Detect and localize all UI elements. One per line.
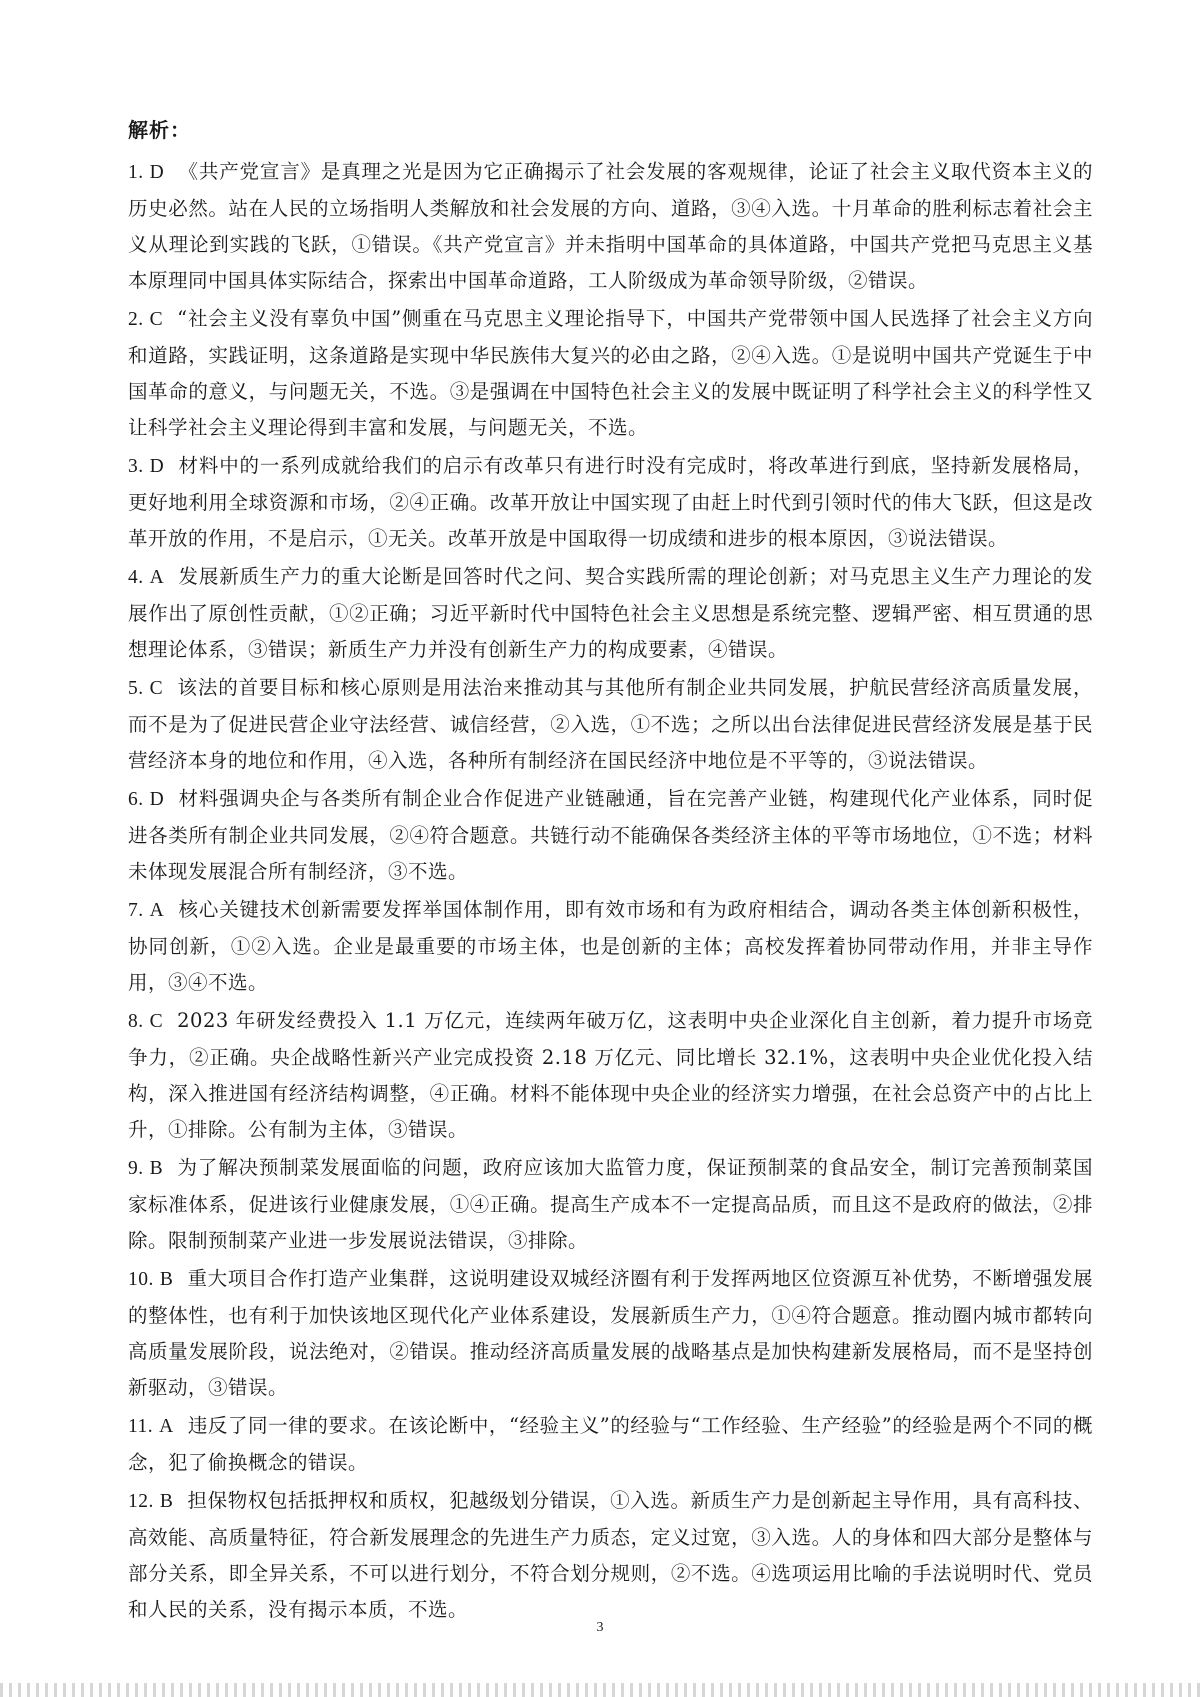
- item-text: 违反了同一律的要求。在该论断中，“经验主义”的经验与“工作经验、生产经验”的经验是两个不同的概念，犯了偷换概念的错误。: [128, 1414, 1093, 1474]
- explanation-item-4: [128, 559, 1093, 668]
- item-answer: D: [149, 162, 165, 183]
- item-text: 该法的首要目标和核心原则是用法治来推动其与其他所有制企业共同发展，护航民营经济高质量发展，而不是为了促进民营企业守法经营、诚信经营，②入选，①不选；之所以出台法律促进民营经济发展是基于民营经济本身的地位和作用，④入选，各种所有制经济在国民经济中地位是不平等的，③说法错误。: [128, 676, 1093, 772]
- item-answer: D: [149, 456, 165, 477]
- explanation-item-11: [128, 1408, 1093, 1481]
- item-answer: B: [149, 1158, 164, 1179]
- item-text: 材料强调央企与各类所有制企业合作促进产业链融通，旨在完善产业链，构建现代化产业体系，同时促进各类所有制企业共同发展，②④符合题意。共链行动不能确保各类经济主体的平等市场地位，①不选；材料未体现发展混合所有制经济，③不选。: [128, 787, 1093, 883]
- item-number: 12.: [128, 1491, 154, 1512]
- item-text: 为了解决预制菜发展面临的问题，政府应该加大监管力度，保证预制菜的食品安全，制订完善预制菜国家标准体系，促进该行业健康发展，①④正确。提高生产成本不一定提高品质，而且这不是政府的做法，②排除。限制预制菜产业进一步发展说法错误，③排除。: [128, 1156, 1093, 1252]
- explanation-item-10: [128, 1261, 1093, 1406]
- item-answer: C: [149, 309, 164, 330]
- item-text: 发展新质生产力的重大论断是回答时代之问、契合实践所需的理论创新；对马克思主义生产力理论的发展作出了原创性贡献，①②正确；习近平新时代中国特色社会主义思想是系统完整、逻辑严密、相互贯通的思想理论体系，③错误；新质生产力并没有创新生产力的构成要素，④错误。: [128, 565, 1093, 661]
- item-number: 10.: [128, 1269, 154, 1290]
- explanation-item-12: [128, 1483, 1093, 1628]
- item-number: 9.: [128, 1158, 144, 1179]
- explanation-item-9: [128, 1150, 1093, 1259]
- item-text: 重大项目合作打造产业集群，这说明建设双城经济圈有利于发挥两地区位资源互补优势，不断增强发展的整体性，也有利于加快该地区现代化产业体系建设，发展新质生产力，①④符合题意。推动圈内城市都转向高质量发展阶段，说法绝对，②错误。推动经济高质量发展的战略基点是加快构建新发展格局，而不是坚持创新驱动，③错误。: [128, 1267, 1093, 1399]
- page-number: 3: [596, 1620, 604, 1635]
- explanation-item-7: [128, 892, 1093, 1001]
- item-answer: A: [149, 900, 165, 921]
- item-number: 8.: [128, 1011, 144, 1032]
- item-number: 5.: [128, 678, 144, 699]
- scan-edge-divider: [0, 1683, 1200, 1697]
- section-heading: 解析：: [128, 118, 191, 142]
- item-text: 核心关键技术创新需要发挥举国体制作用，即有效市场和有为政府相结合，调动各类主体创新积极性，协同创新，①②入选。企业是最重要的市场主体，也是创新的主体；高校发挥着协同带动作用，并非主导作用，③④不选。: [128, 898, 1093, 994]
- item-number: 11.: [128, 1416, 154, 1437]
- item-number: 2.: [128, 309, 144, 330]
- explanation-item-2: [128, 301, 1093, 446]
- item-answer: C: [149, 1011, 164, 1032]
- item-text: 担保物权包括抵押权和质权，犯越级划分错误，①入选。新质生产力是创新起主导作用，具有高科技、高效能、高质量特征，符合新发展理念的先进生产力质态，定义过宽，③入选。人的身体和四大部分是整体与部分关系，即全异关系，不可以进行划分，不符合划分规则，②不选。④选项运用比喻的手法说明时代、党员和人民的关系，没有揭示本质，不选。: [128, 1489, 1093, 1621]
- item-text: “社会主义没有辜负中国”侧重在马克思主义理论指导下，中国共产党带领中国人民选择了社会主义方向和道路，实践证明，这条道路是实现中华民族伟大复兴的必由之路，②④入选。①是说明中国共产党诞生于中国革命的意义，与问题无关，不选。③是强调在中国特色社会主义的发展中既证明了科学社会主义的科学性又让科学社会主义理论得到丰富和发展，与问题无关，不选。: [128, 307, 1093, 439]
- item-answer: A: [159, 1416, 174, 1437]
- explanation-item-5: [128, 670, 1093, 779]
- item-number: 7.: [128, 900, 144, 921]
- item-answer: A: [149, 567, 165, 588]
- item-number: 6.: [128, 789, 144, 810]
- item-text: 《共产党宣言》是真理之光是因为它正确揭示了社会发展的客观规律，论证了社会主义取代资本主义的历史必然。站在人民的立场指明人类解放和社会发展的方向、道路，③④入选。十月革命的胜利标志着社会主义从理论到实践的飞跃，①错误。《共产党宣言》并未指明中国革命的具体道路，中国共产党把马克思主义基本原理同中国具体实际结合，探索出中国革命道路，工人阶级成为革命领导阶级，②错误。: [128, 160, 1093, 292]
- item-answer: B: [159, 1491, 174, 1512]
- answer-explanations: [128, 112, 1093, 1630]
- explanation-item-6: [128, 781, 1093, 890]
- item-answer: D: [149, 789, 165, 810]
- item-number: 1.: [128, 162, 144, 183]
- explanation-item-1: [128, 154, 1093, 299]
- item-text: 2023 年研发经费投入 1.1 万亿元，连续两年破万亿，这表明中央企业深化自主创新，着力提升市场竞争力，②正确。央企战略性新兴产业完成投资 2.18 万亿元、同比增长 32.1%，这表明中央企业优化投入结构，深入推进国有经济结构调整，④正确。材料不能体现中央企业的经济实力增强，在社会总资产中的占比上升，①排除。公有制为主体，③错误。: [128, 1009, 1093, 1141]
- item-answer: C: [149, 678, 164, 699]
- explanation-item-8: [128, 1003, 1093, 1148]
- item-number: 4.: [128, 567, 144, 588]
- explanation-item-3: [128, 448, 1093, 557]
- item-text: 材料中的一系列成就给我们的启示有改革只有进行时没有完成时，将改革进行到底，坚持新发展格局，更好地利用全球资源和市场，②④正确。改革开放让中国实现了由赶上时代到引领时代的伟大飞跃，但这是改革开放的作用，不是启示，①无关。改革开放是中国取得一切成绩和进步的根本原因，③说法错误。: [128, 454, 1093, 550]
- item-answer: B: [159, 1269, 174, 1290]
- item-number: 3.: [128, 456, 144, 477]
